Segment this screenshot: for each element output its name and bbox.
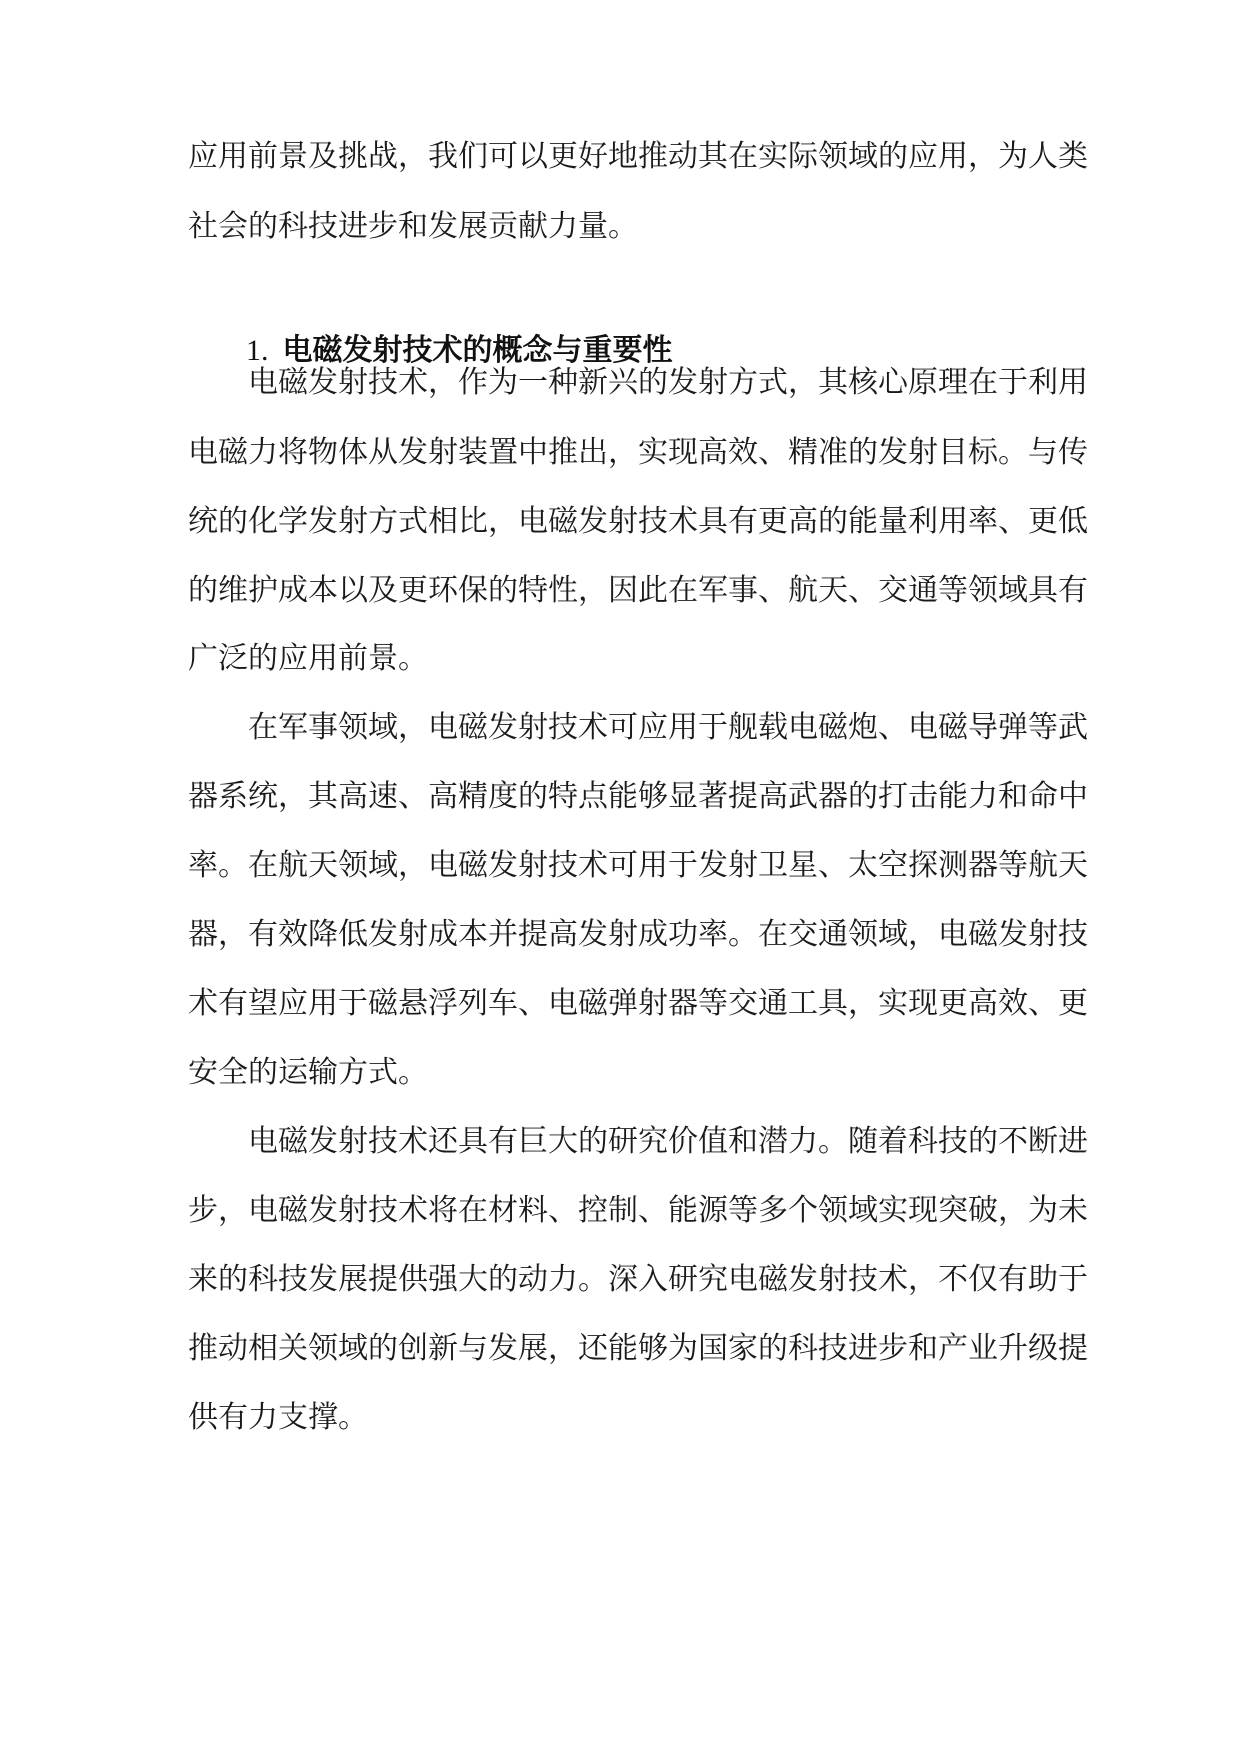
paragraph-line: 统的化学发射方式相比，电磁发射技术具有更高的能量利用率、更低 bbox=[188, 504, 1088, 539]
paragraph-line: 电磁力将物体从发射装置中推出，实现高效、精准的发射目标。与传 bbox=[188, 435, 1088, 470]
paragraph-line: 供有力支撑。 bbox=[188, 1400, 368, 1435]
paragraph-line: 广泛的应用前景。 bbox=[188, 641, 428, 676]
paragraph-line: 电磁发射技术还具有巨大的研究价值和潜力。随着科技的不断进 bbox=[248, 1124, 1088, 1159]
paragraph-line: 步，电磁发射技术将在材料、控制、能源等多个领域实现突破，为未 bbox=[188, 1193, 1088, 1228]
paragraph-line: 术有望应用于磁悬浮列车、电磁弹射器等交通工具，实现更高效、更 bbox=[188, 986, 1088, 1021]
section-number: 1. bbox=[246, 334, 269, 367]
paragraph-line: 率。在航天领域，电磁发射技术可用于发射卫星、太空探测器等航天 bbox=[188, 848, 1088, 883]
paragraph-line: 的维护成本以及更环保的特性，因此在军事、航天、交通等领域具有 bbox=[188, 573, 1088, 608]
paragraph-line: 器，有效降低发射成本并提高发射成功率。在交通领域，电磁发射技 bbox=[188, 917, 1088, 952]
paragraph-line: 在军事领域，电磁发射技术可应用于舰载电磁炮、电磁导弹等武 bbox=[248, 710, 1088, 745]
paragraph-line: 器系统，其高速、高精度的特点能够显著提高武器的打击能力和命中 bbox=[188, 779, 1088, 814]
section-title: 电磁发射技术的概念与重要性 bbox=[282, 333, 673, 368]
paragraph-line: 电磁发射技术，作为一种新兴的发射方式，其核心原理在于利用 bbox=[248, 365, 1088, 400]
intro-line: 应用前景及挑战，我们可以更好地推动其在实际领域的应用，为人类 bbox=[188, 139, 1088, 174]
paragraph-line: 推动相关领域的创新与发展，还能够为国家的科技进步和产业升级提 bbox=[188, 1331, 1088, 1366]
intro-line: 社会的科技进步和发展贡献力量。 bbox=[188, 209, 638, 244]
paragraph-line: 安全的运输方式。 bbox=[188, 1055, 428, 1090]
paragraph-line: 来的科技发展提供强大的动力。深入研究电磁发射技术，不仅有助于 bbox=[188, 1262, 1088, 1297]
